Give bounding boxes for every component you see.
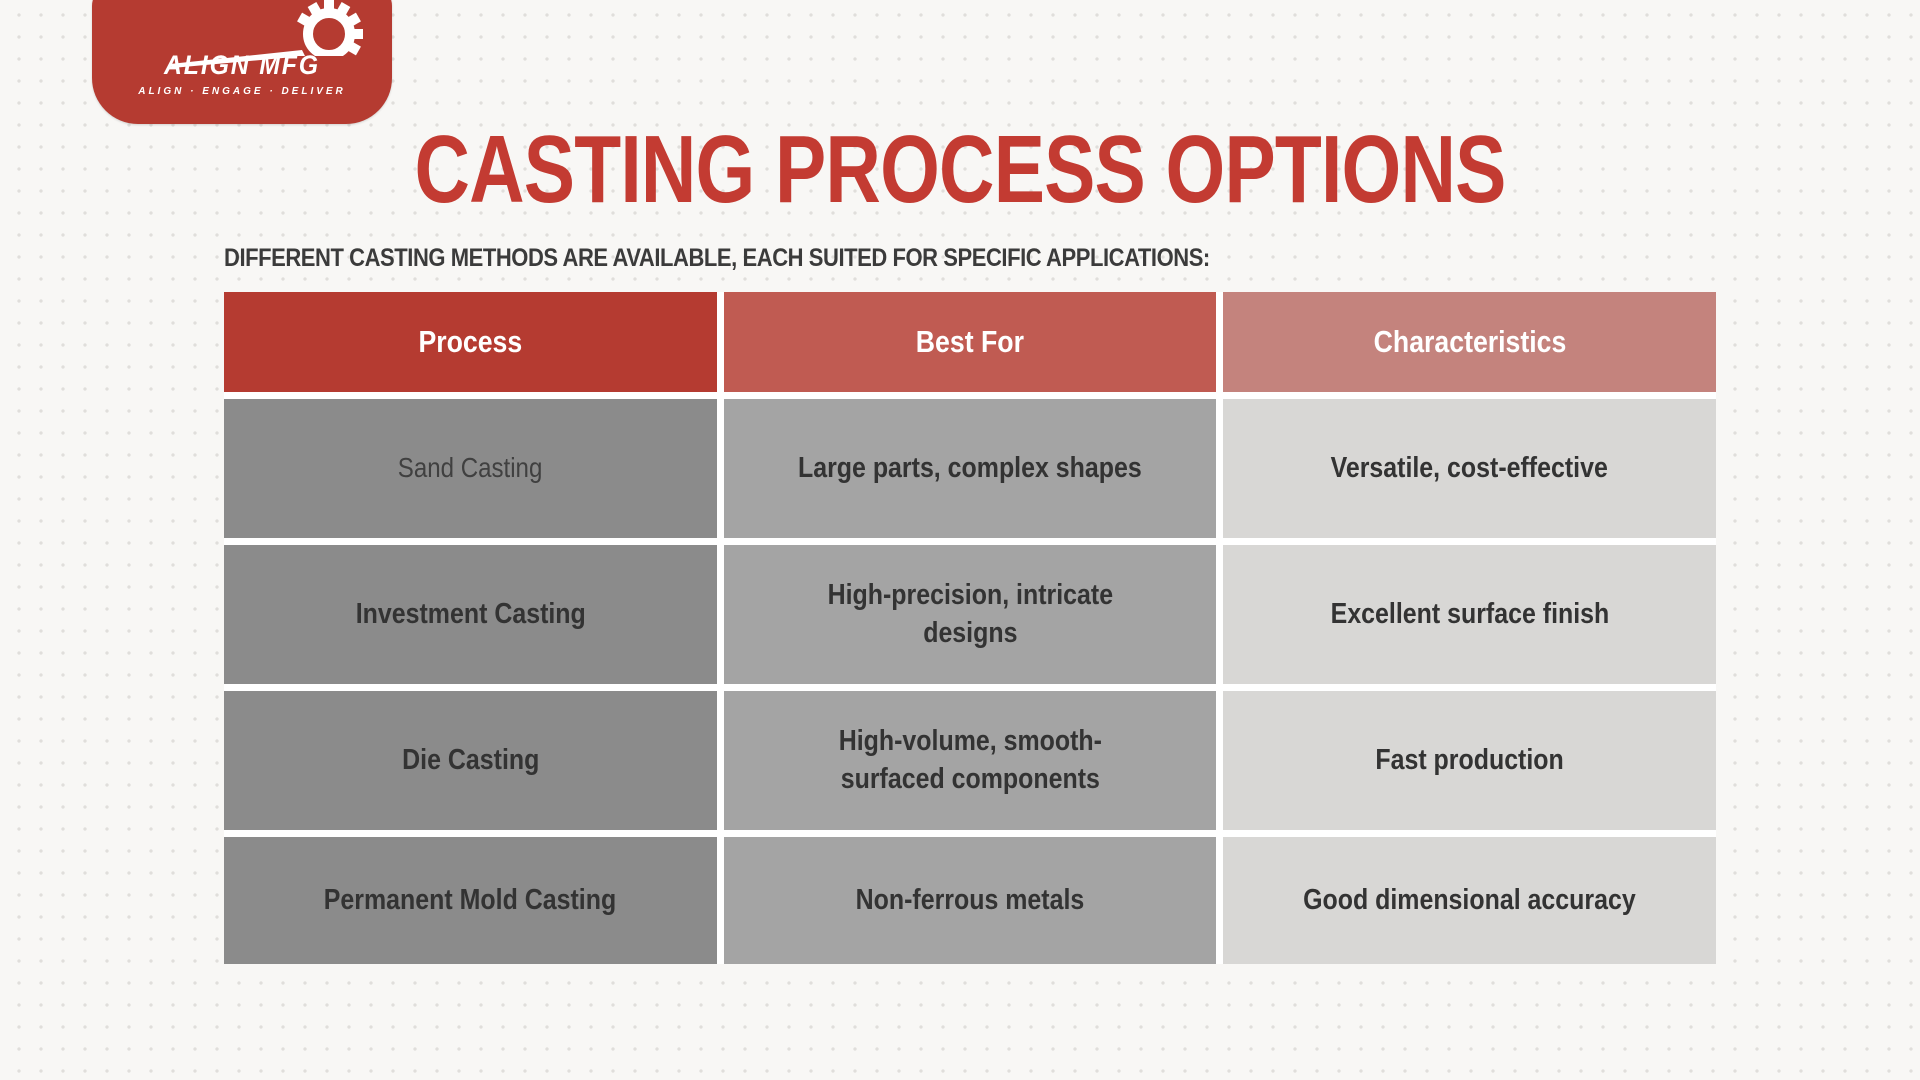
cell-text: Permanent Mold Casting <box>324 883 617 916</box>
cell-text: Investment Casting <box>355 597 586 630</box>
table-cell-best-for <box>724 691 1217 830</box>
table-cell-characteristics <box>1223 837 1716 964</box>
cell-text: Versatile, cost-effective <box>1331 451 1609 484</box>
company-logo <box>92 0 392 124</box>
table-cell-characteristics <box>1223 545 1716 684</box>
cell-text: High-precision, intricate designs <box>827 578 1113 649</box>
table-cell-best-for <box>724 545 1217 684</box>
table-cell-best-for <box>724 837 1217 964</box>
table-cell-best-for <box>724 399 1217 538</box>
subtitle: DIFFERENT CASTING METHODS ARE AVAILABLE, EACH SUITED FOR SPECIFIC APPLICATIONS: <box>224 244 1210 272</box>
page-title: CASTING PROCESS OPTIONS <box>414 116 1506 223</box>
table-cell-process <box>224 837 717 964</box>
cell-text: High-volume, smooth-surfaced components <box>838 724 1102 795</box>
table-cell-process <box>224 691 717 830</box>
cell-text: Fast production <box>1375 743 1564 776</box>
cell-text: Good dimensional accuracy <box>1303 883 1636 916</box>
casting-process-table <box>224 292 1716 964</box>
table-cell-characteristics <box>1223 399 1716 538</box>
table-cell-characteristics <box>1223 691 1716 830</box>
logo-tagline: ALIGN · ENGAGE · DELIVER <box>138 86 346 97</box>
table-cell-process <box>224 545 717 684</box>
column-header-best-for <box>724 292 1217 392</box>
column-header-label: Best For <box>915 323 1025 359</box>
column-header-process <box>224 292 717 392</box>
cell-text: Die Casting <box>401 743 539 776</box>
logo-brand-text: ALIGN MFG <box>164 50 320 80</box>
cell-text: Large parts, complex shapes <box>798 451 1142 484</box>
column-header-characteristics <box>1223 292 1716 392</box>
column-header-label: Process <box>418 323 523 359</box>
cell-text: Non-ferrous metals <box>855 883 1085 916</box>
table-cell-process <box>224 399 717 538</box>
cell-text: Excellent surface finish <box>1330 597 1609 630</box>
cell-text: Sand Casting <box>398 452 543 484</box>
column-header-label: Characteristics <box>1373 323 1566 359</box>
